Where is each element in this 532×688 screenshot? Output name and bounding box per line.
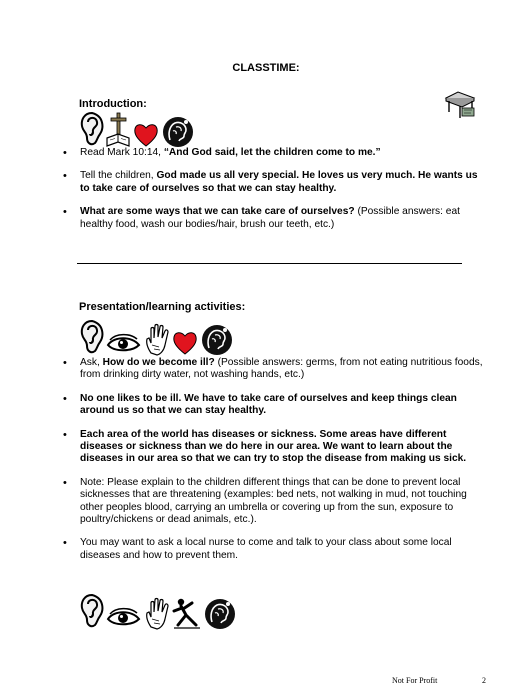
ear-icon	[78, 110, 104, 148]
eye-icon	[106, 330, 141, 356]
body-text: You may want to ask a local nurse to come and talk to your class about some local diseases and how to prevent them.	[80, 537, 452, 561]
bold-text: God made us all very special. He loves us very much. He wants us to take care of ourselves so that we can stay healthy.	[80, 170, 478, 194]
list-item	[63, 170, 483, 195]
body-text: (Possible answers: eat healthy food, wash our bodies/hair, brush our teeth, etc.)	[80, 206, 460, 230]
ear-icon	[78, 318, 104, 356]
presentation-list	[63, 357, 483, 573]
bold-text: What are some ways that we can take care of ourselves?	[80, 206, 355, 218]
heart-icon	[172, 328, 199, 356]
body-text: Tell the children,	[80, 170, 157, 182]
list-item	[63, 537, 483, 562]
list-item	[63, 477, 483, 527]
head-thinking-icon	[204, 598, 236, 630]
head-thinking-icon	[162, 116, 194, 148]
body-text: Read Mark 10:14,	[80, 147, 164, 158]
bold-text: “And God said, let the children come to me.”	[163, 147, 381, 158]
body-text: Note: Please explain to the children different things that can be done to prevent local sicknesses that are threatening (examples: bed nets, not walking in mud, not touching other peoples blood, carrying an umbrella or covering up from the sun, exposure to poultry/chickens or dead animals, etc.).	[80, 476, 467, 526]
list-item	[63, 206, 483, 231]
list-item	[63, 429, 483, 466]
hand-icon	[143, 597, 170, 630]
introduction-icon-row	[78, 110, 194, 148]
bold-text: No one likes to be ill. We have to take care of ourselves and keep things clean around us so that we can stay healthy.	[80, 392, 457, 417]
classroom-desk-icon	[444, 88, 476, 120]
page-title: CLASSTIME:	[232, 62, 300, 74]
body-text: Ask,	[80, 357, 103, 368]
ear-icon	[78, 592, 104, 630]
body-text: (Possible answers: germs, from not eating nutritious foods, from drinking dirty water, not washing hands, etc.)	[80, 357, 483, 381]
bible-cross-icon	[106, 112, 131, 148]
list-item	[63, 357, 483, 382]
list-item	[63, 393, 483, 418]
eye-icon	[106, 604, 141, 630]
introduction-heading: Introduction:	[79, 98, 147, 110]
closing-icon-row	[78, 592, 236, 630]
stretching-person-icon	[172, 597, 202, 630]
presentation-heading: Presentation/learning activities:	[79, 301, 246, 313]
presentation-icon-row	[78, 318, 233, 356]
section-divider	[77, 263, 462, 264]
list-item	[63, 147, 483, 159]
hand-icon	[143, 323, 170, 356]
introduction-list	[63, 147, 483, 242]
bold-text: Each area of the world has diseases or sickness. Some areas have different diseases or sickness than we do here in our area. We want to learn about the diseases in our area so that we can try to stop the disease from making us sick.	[80, 428, 467, 465]
page-number: 2	[482, 676, 486, 685]
bold-text: How do we become ill?	[102, 357, 215, 368]
heart-icon	[133, 120, 160, 148]
head-thinking-icon	[201, 324, 233, 356]
footer-not-for-profit: Not For Profit	[392, 676, 438, 685]
